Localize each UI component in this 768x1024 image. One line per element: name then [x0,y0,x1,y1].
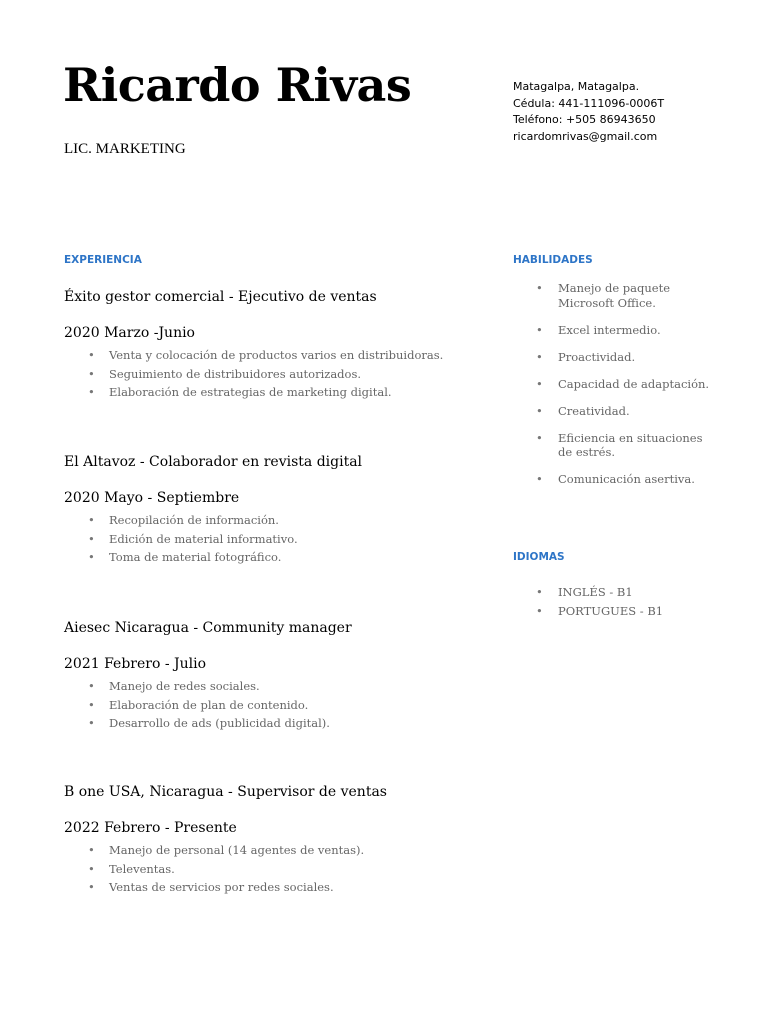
contact-email: ricardomrivas@gmail.com [513,130,658,144]
job-title: Éxito gestor comercial - Ejecutivo de ventas [64,289,377,305]
bullet-icon: • [88,697,95,712]
list-item: • Elaboración de plan de contenido. [64,696,464,715]
list-item: • Manejo de paquete Microsoft Office. [536,281,671,310]
job-duties [64,677,464,733]
bullet-icon: • [88,366,95,381]
job-entry [64,783,464,897]
contact-phone: Teléfono: +505 86943650 [513,113,656,127]
list-item: • Proactividad. [536,349,636,364]
list-item: • Toma de material fotográfico. [64,548,464,567]
bullet-icon: • [88,348,95,362]
list-item: • Eficiencia en situaciones de estrés. [536,430,703,459]
bullet-icon: • [88,861,95,876]
bullet-icon: • [536,349,543,364]
job-entry [64,453,464,567]
job-duties [64,841,464,897]
list-item: • Creatividad. [536,403,630,418]
list-item: • Manejo de personal (14 agentes de ventas). [64,841,464,860]
list-item: • PORTUGUES - B1 [513,602,713,621]
list-item: • Desarrollo de ads (publicidad digital). [64,714,464,733]
bullet-icon: • [536,472,543,486]
job-date: 2021 Febrero - Julio [64,656,207,672]
job-date: 2022 Febrero - Presente [64,820,237,836]
bullet-icon: • [536,603,543,618]
experience-heading: EXPERIENCIA [64,254,142,266]
bullet-icon: • [536,281,543,295]
bullet-icon: • [88,550,95,564]
list-item: • Ventas de servicios por redes sociales. [64,878,464,897]
job-duties [64,346,464,402]
skills-list [513,281,713,499]
list-item: • Elaboración de estrategias de marketing digital. [64,383,464,402]
candidate-name: Ricardo Rivas [63,58,412,112]
list-item: • INGLÉS - B1 [513,583,713,602]
job-title: B one USA, Nicaragua - Supervisor de ventas [64,784,387,800]
bullet-icon: • [88,843,95,857]
bullet-icon: • [88,679,95,693]
bullet-icon: • [88,513,95,527]
list-item: • Venta y colocación de productos varios en distribuidoras. [64,346,464,365]
bullet-icon: • [88,880,95,894]
list-item: • Excel intermedio. [536,322,661,337]
contact-info [513,79,664,146]
list-item: • Televentas. [64,860,464,879]
bullet-icon: • [88,531,95,546]
list-item: • Seguimiento de distribuidores autorizados. [64,365,464,384]
bullet-icon: • [88,385,95,399]
list-item: • Edición de material informativo. [64,530,464,549]
skills-heading: HABILIDADES [513,254,593,266]
languages-list [513,583,713,620]
list-item: • Capacidad de adaptación. [536,376,710,391]
list-item: • Comunicación asertiva. [536,472,695,486]
job-entry [64,619,464,733]
contact-address: Matagalpa, Matagalpa. [513,80,640,93]
bullet-icon: • [536,376,543,391]
job-date: 2020 Mayo - Septiembre [64,490,240,506]
job-title: El Altavoz - Colaborador en revista digital [64,454,363,470]
list-item: • Manejo de redes sociales. [64,677,464,696]
job-entry [64,288,464,402]
languages-heading: IDIOMAS [513,551,565,563]
bullet-icon: • [536,322,543,337]
professional-title: LIC. MARKETING [64,141,186,157]
bullet-icon: • [536,403,543,418]
list-item: • Recopilación de información. [64,511,464,530]
bullet-icon: • [536,585,543,599]
contact-id: Cédula: 441-111096-0006T [513,96,665,110]
job-title: Aiesec Nicaragua - Community manager [64,620,352,636]
job-duties [64,511,464,567]
job-date: 2020 Marzo -Junio [64,325,195,341]
bullet-icon: • [88,716,95,730]
bullet-icon: • [536,430,543,445]
